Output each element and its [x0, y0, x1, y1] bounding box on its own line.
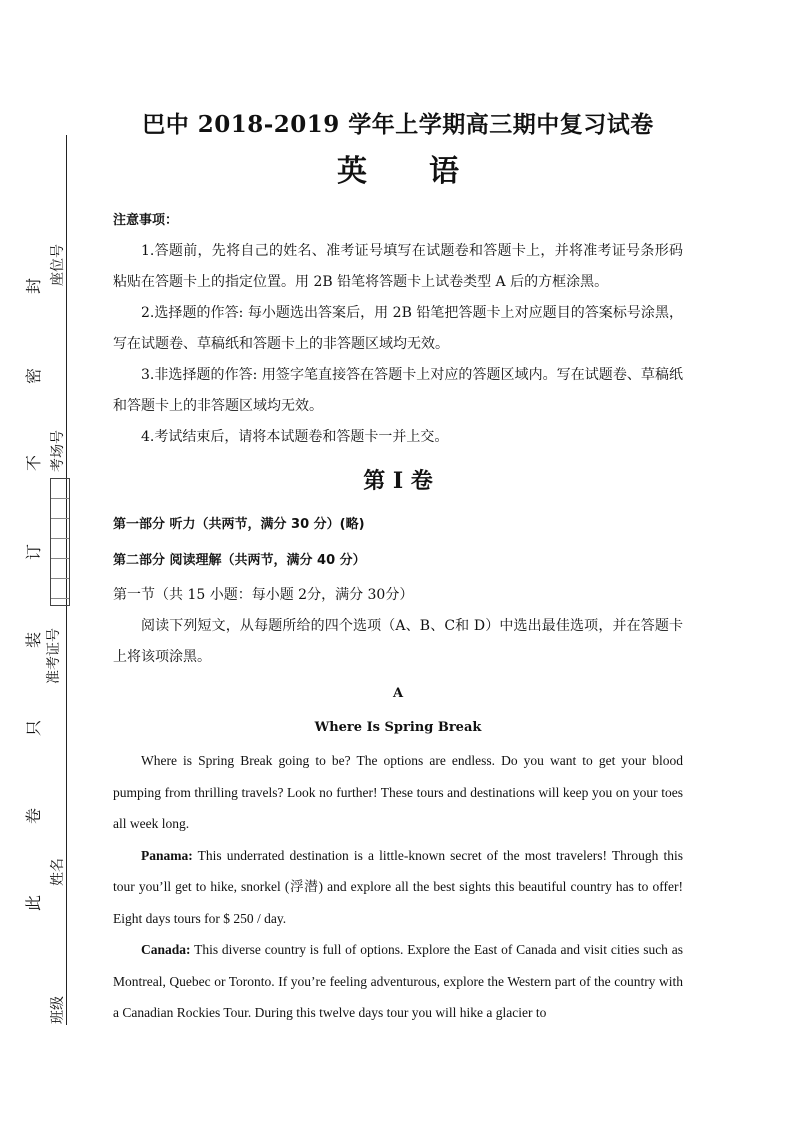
name-label: 姓名 [50, 858, 66, 886]
passage-paragraph-panama [113, 840, 683, 935]
passage-intro: Where is Spring Break going to be? The options are endless. Do you want to get your blood pumping from thrilling travels? Look no further! These tours and destinations will keep you on your toes all week long. [113, 753, 683, 831]
panama-text: This underrated destination is a little-known secret of the most travelers! Through this tour you’ll get to hike, snorkel (浮潜) and explore all the best sights this beautiful country has to offer! Eight days tours for $ 250 / day. [113, 847, 683, 926]
subject-char-1: 英 [337, 154, 367, 189]
exam-room-label: 考场号 [50, 430, 66, 472]
notice-item: 1.答题前，先将自己的姓名、准考证号填写在试题卷和答题卡上，并将准考证号条形码粘贴在答题卡上的指定位置。用 2B 铅笔将答题卡上试卷类型 A 后的方框涂黑。 [113, 243, 683, 290]
seal-char: 卷 [24, 808, 43, 825]
notice-item: 2.选择题的作答: 每小题选出答案后，用 2B 铅笔把答题卡上对应题目的答案标号涂黑，写在试题卷、草稿纸和答题卡上的非答题区域均无效。 [113, 305, 683, 352]
passage-label: A [392, 686, 404, 701]
exam-title: 巴中 2018-2019 学年上学期高三期中复习试卷 [142, 111, 654, 138]
reading-instruction: 阅读下列短文，从每题所给的四个选项（A、B、C和 D）中选出最佳选项，并在答题卡上将该项涂黑。 [113, 618, 683, 665]
part-one-heading: 第一部分 听力（共两节，满分 30 分）(略) [113, 517, 365, 532]
seal-char: 只 [24, 720, 43, 737]
notice-item: 4.考试结束后，请将本试题卷和答题卡一并上交。 [141, 429, 449, 445]
panama-label: Panama: [141, 847, 193, 863]
seal-char: 装 [24, 632, 43, 649]
canada-label: Canada: [141, 942, 191, 957]
subject-title [113, 152, 683, 192]
notice-item: 3.非选择题的作答: 用签字笔直接答在答题卡上对应的答题区域内。写在试题卷、草稿纸和答题卡上的非答题区域均无效。 [113, 367, 683, 414]
seat-number-label: 座位号 [50, 244, 66, 286]
class-label: 班级 [50, 996, 66, 1024]
seal-char: 此 [24, 895, 43, 912]
passage-title: Where Is Spring Break [314, 720, 482, 735]
passage-paragraph-canada [113, 934, 683, 1029]
seal-char: 封 [24, 278, 43, 295]
ticket-number-label: 准考证号 [46, 628, 62, 684]
seal-char: 订 [24, 544, 43, 561]
volume-title: 第 I 卷 [363, 468, 433, 494]
part-two-heading: 第二部分 阅读理解（共两节，满分 40 分） [113, 553, 366, 568]
section-one-heading: 第一节（共 15 小题：每小题 2分，满分 30分） [113, 587, 414, 603]
exam-page-content [113, 108, 683, 1029]
seal-char: 不 [24, 455, 43, 472]
notice-heading: 注意事项： [113, 213, 179, 228]
subject-char-2: 语 [429, 154, 459, 189]
canada-text: This diverse country is full of options. Explore the East of Canada and visit cities such as Montreal, Quebec or Toronto. If you’re feeling adventurous, explore the Western part of the country with a Canadian Rockies Tour. During this twelve days tour you will hike a glacier to [113, 942, 683, 1020]
seal-char: 密 [24, 368, 43, 385]
ticket-number-boxes[interactable] [50, 478, 70, 606]
